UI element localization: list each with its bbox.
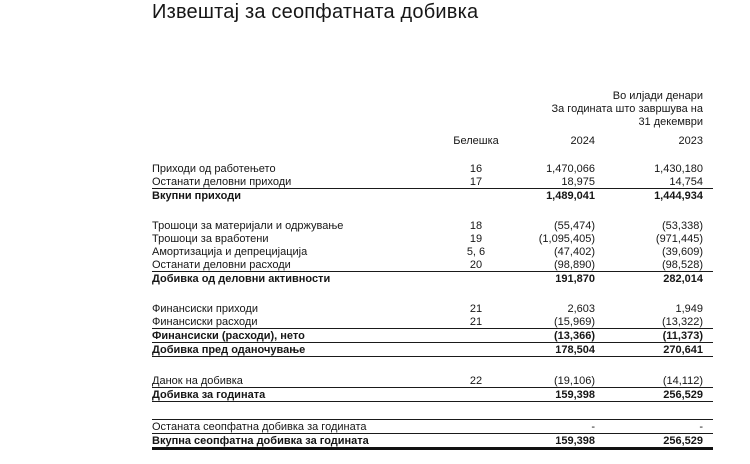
column-headers xyxy=(152,135,713,148)
row-value-2024: (98,890) xyxy=(554,258,595,271)
row-value-2023: 1,444,934 xyxy=(654,189,703,202)
row-note: 21 xyxy=(469,315,483,328)
table-row xyxy=(152,219,713,232)
page-title: Извештај за сеопфатната добивка xyxy=(152,1,479,23)
row-label: Останати деловни расходи xyxy=(152,258,291,271)
row-spacer xyxy=(152,402,713,419)
table-row xyxy=(152,245,713,258)
row-note: 5, 6 xyxy=(466,245,486,258)
row-value-2024: 18,975 xyxy=(561,175,595,188)
row-label: Финансиски расходи xyxy=(152,315,258,328)
row-note: 19 xyxy=(469,232,483,245)
table-row xyxy=(152,232,713,245)
table-row xyxy=(152,374,713,388)
table-row xyxy=(152,315,713,329)
row-note: 20 xyxy=(469,258,483,271)
meta-units: Во илјади денари xyxy=(612,90,703,102)
meta-period-line1: За годината што завршува на xyxy=(551,103,703,115)
row-label: Вкупни приходи xyxy=(152,189,241,202)
row-label: Добивка за годината xyxy=(152,388,266,401)
row-label: Останата сеопфатна добивка за годината xyxy=(152,420,367,433)
row-value-2023: (53,338) xyxy=(662,219,703,232)
row-value-2024: (47,402) xyxy=(554,245,595,258)
row-note: 16 xyxy=(469,162,483,175)
row-label: Приходи од работењето xyxy=(152,162,276,175)
row-value-2024: (13,366) xyxy=(554,329,595,342)
row-value-2024: 191,870 xyxy=(555,272,595,285)
table-row xyxy=(152,343,713,357)
row-label: Вкупна сеопфатна добивка за годината xyxy=(152,434,369,447)
row-value-2023: (971,445) xyxy=(655,232,703,245)
row-label: Добивка од деловни активности xyxy=(152,272,331,285)
row-value-2023: (98,528) xyxy=(662,258,703,271)
table-row xyxy=(152,162,713,175)
table-row xyxy=(152,388,713,402)
row-value-2023: 14,754 xyxy=(669,175,703,188)
report-rows xyxy=(152,162,713,450)
meta-period-line2: 31 декември xyxy=(638,116,703,128)
row-label: Данок на добивка xyxy=(152,374,243,387)
income-statement-table xyxy=(152,90,713,450)
row-value-2023: - xyxy=(699,420,703,433)
report-meta xyxy=(152,90,713,129)
row-value-2024: 1,489,041 xyxy=(546,189,595,202)
table-row xyxy=(152,419,713,434)
row-value-2023: 282,014 xyxy=(663,272,703,285)
row-value-2023: (13,322) xyxy=(662,315,703,328)
table-row xyxy=(152,272,713,285)
row-label: Финансиски (расходи), нето xyxy=(152,329,305,342)
row-value-2024: - xyxy=(591,420,595,433)
col-header-note: Белешка xyxy=(453,135,499,147)
row-note: 17 xyxy=(469,175,483,188)
row-value-2023: 256,529 xyxy=(663,388,703,401)
table-row xyxy=(152,258,713,272)
row-value-2024: 178,504 xyxy=(555,343,595,356)
row-note: 18 xyxy=(469,219,483,232)
row-spacer xyxy=(152,357,713,374)
row-label: Трошоци за материјали и одржување xyxy=(152,219,344,232)
row-label: Амортизација и депрецијација xyxy=(152,245,308,258)
row-label: Добивка пред оданочување xyxy=(152,343,306,356)
table-row xyxy=(152,434,713,450)
row-value-2023: 1,949 xyxy=(675,302,703,315)
row-label: Останати деловни приходи xyxy=(152,175,292,188)
row-value-2024: (55,474) xyxy=(554,219,595,232)
row-value-2024: (1,095,405) xyxy=(538,232,595,245)
row-value-2023: (11,373) xyxy=(662,329,703,342)
row-label: Финансиски приходи xyxy=(152,302,258,315)
row-spacer xyxy=(152,202,713,219)
row-label: Трошоци за вработени xyxy=(152,232,269,245)
row-value-2023: 1,430,180 xyxy=(654,162,703,175)
row-value-2023: 256,529 xyxy=(663,434,703,447)
row-value-2024: 159,398 xyxy=(555,434,595,447)
table-row xyxy=(152,175,713,189)
row-value-2024: (19,106) xyxy=(554,374,595,387)
col-header-2023: 2023 xyxy=(678,135,703,147)
row-note: 22 xyxy=(469,374,483,387)
row-value-2024: 159,398 xyxy=(555,388,595,401)
table-row xyxy=(152,329,713,343)
row-value-2024: 2,603 xyxy=(567,302,595,315)
row-value-2024: 1,470,066 xyxy=(546,162,595,175)
row-value-2023: 270,641 xyxy=(663,343,703,356)
col-header-2024: 2024 xyxy=(570,135,595,147)
row-note: 21 xyxy=(469,302,483,315)
row-value-2023: (39,609) xyxy=(662,245,703,258)
row-value-2023: (14,112) xyxy=(662,374,703,387)
row-spacer xyxy=(152,285,713,302)
row-value-2024: (15,969) xyxy=(554,315,595,328)
table-row xyxy=(152,302,713,315)
table-row xyxy=(152,189,713,202)
